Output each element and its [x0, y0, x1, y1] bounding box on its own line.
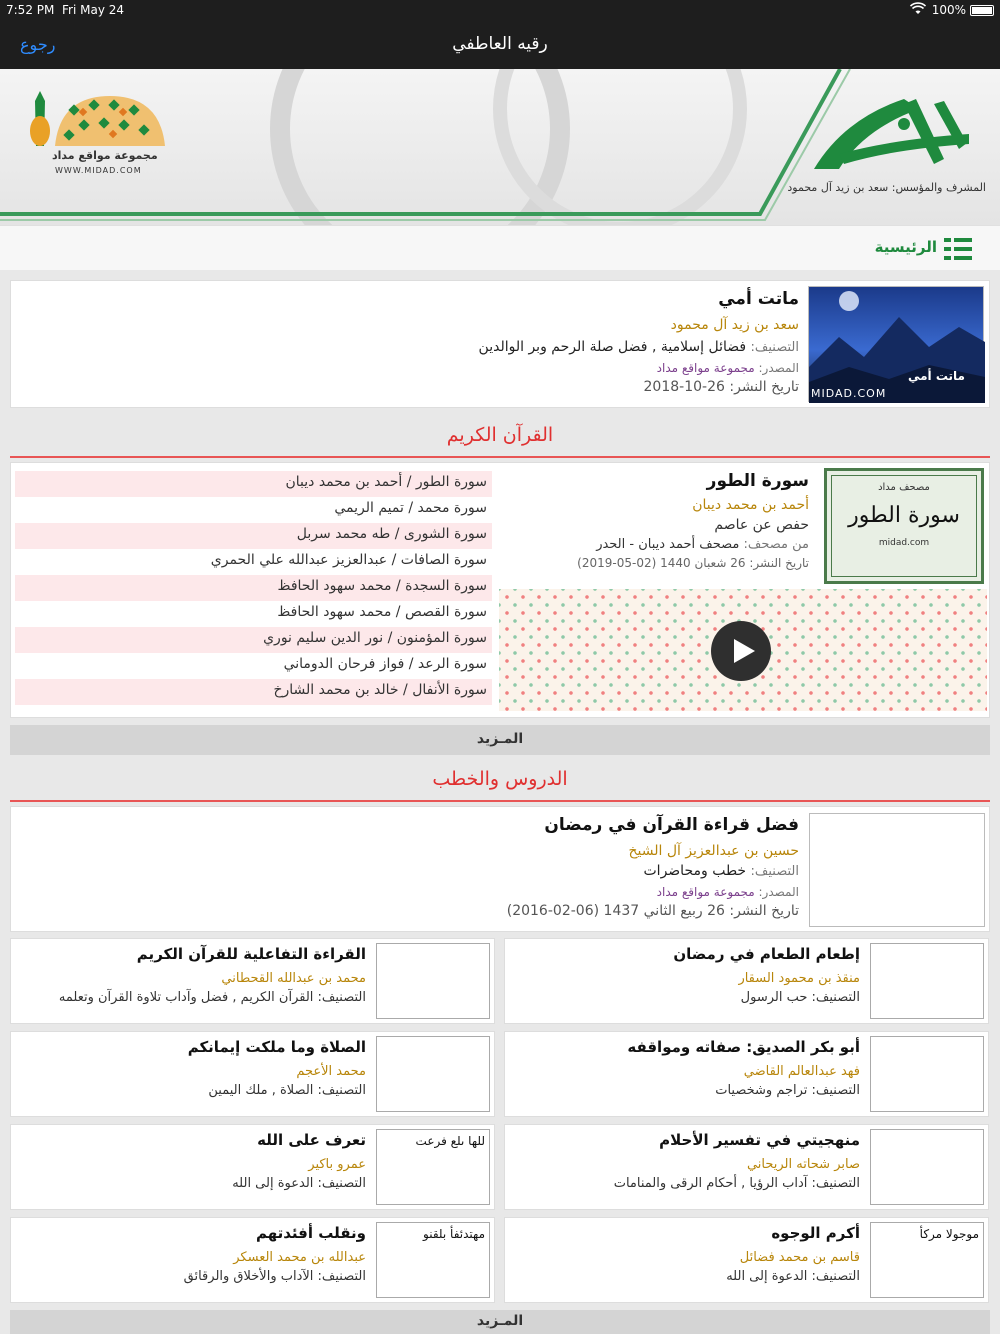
list-item[interactable]: سورة الشورى / طه محمد سربل	[15, 523, 492, 549]
lessons-section-title: الدروس والخطب	[10, 768, 990, 802]
midad-group-logo[interactable]	[20, 91, 170, 181]
lesson-card-thumbnail[interactable]	[870, 943, 984, 1019]
list-item[interactable]: سورة السجدة / محمد سهود الحافظ	[15, 575, 492, 601]
lesson-title[interactable]: فضل قراءة القرآن في رمضان	[544, 815, 799, 835]
lesson-author[interactable]: حسين بن عبدالعزيز آل الشيخ	[628, 843, 799, 859]
group-url: WWW.MIDAD.COM	[55, 166, 142, 175]
founder-text: المشرف والمؤسس: سعد بن زيد آل محمود	[787, 181, 986, 194]
lesson-card-title[interactable]: تعرف على الله	[257, 1131, 366, 1149]
lesson-card-thumbnail[interactable]: موجولا مركأ	[870, 1222, 984, 1298]
list-item[interactable]: سورة القصص / محمد سهود الحافظ	[15, 601, 492, 627]
lesson-source-row	[99, 885, 799, 899]
lesson-card-author[interactable]: عبدالله بن محمد العسكر	[233, 1250, 366, 1265]
lesson-card-thumbnail[interactable]	[376, 1036, 490, 1112]
lesson-card[interactable]	[10, 1124, 495, 1210]
lesson-source[interactable]: مجموعة مواقع مداد	[656, 885, 755, 899]
lesson-card[interactable]	[10, 1031, 495, 1117]
lesson-card[interactable]	[504, 938, 989, 1024]
battery-percent: 100%	[931, 3, 966, 17]
lesson-card-title[interactable]: منهجيتي في تفسير الأحلام	[659, 1131, 860, 1149]
lesson-card-title[interactable]: ونقلب أفئدتهم	[255, 1224, 366, 1242]
status-date: Fri May 24	[62, 3, 125, 17]
featured-category[interactable]: فضائل إسلامية , فضل صلة الرحم وبر الوالدين	[478, 339, 747, 355]
quran-title[interactable]: سورة الطور	[706, 471, 809, 491]
lesson-thumbnail[interactable]	[809, 813, 985, 927]
lesson-card-thumbnail[interactable]	[870, 1036, 984, 1112]
featured-thumbnail[interactable]	[808, 286, 984, 402]
quran-panel	[10, 462, 990, 718]
recent-recitations-list	[15, 471, 492, 705]
lesson-card-category[interactable]: التصنيف: تراجم وشخصيات	[715, 1083, 860, 1098]
lesson-card[interactable]	[10, 938, 495, 1024]
site-header	[0, 69, 1000, 225]
list-item[interactable]: سورة الصافات / عبدالعزيز عبدالله علي الحمري	[15, 549, 492, 575]
lesson-card-category[interactable]: التصنيف: آداب الرؤيا , أحكام الرقى والمنامات	[613, 1176, 860, 1191]
battery-icon	[970, 5, 994, 16]
lesson-card-title[interactable]: إطعام الطعام في رمضان	[673, 945, 860, 963]
lesson-card-title[interactable]: القراءة التفاعلية للقرآن الكريم	[136, 945, 366, 963]
featured-thumb-caption: ماتت أمي	[907, 369, 965, 383]
date-label: تاريخ النشر:	[729, 379, 799, 395]
list-item[interactable]: سورة الطور / أحمد بن محمد ديبان	[15, 471, 492, 497]
source-label: المصدر:	[758, 361, 799, 375]
lesson-card[interactable]	[10, 1217, 495, 1303]
lesson-featured[interactable]	[10, 806, 990, 932]
list-item[interactable]: سورة محمد / تميم الريمي	[15, 497, 492, 523]
lesson-source-label: المصدر:	[758, 885, 799, 899]
quran-riwaya: حفص عن عاصم	[714, 517, 809, 533]
lesson-card-category[interactable]: التصنيف: الدعوة إلى الله	[232, 1176, 366, 1191]
lesson-card-author[interactable]: عمرو باكير	[308, 1157, 366, 1172]
status-bar	[0, 0, 1000, 20]
lesson-card-thumbnail[interactable]: مهتدئفأ بلقنو	[376, 1222, 490, 1298]
navigation-bar	[0, 20, 1000, 69]
home-menu-label[interactable]: الرئيسية	[874, 238, 937, 256]
lesson-card-author[interactable]: محمد بن عبدالله القحطاني	[221, 971, 366, 986]
lesson-category[interactable]: خطب ومحاضرات	[643, 863, 747, 879]
lesson-card-author[interactable]: صابر شحاته الريحاني	[746, 1157, 860, 1172]
wifi-icon	[910, 2, 926, 19]
featured-title[interactable]: ماتت أمي	[718, 289, 799, 309]
audio-player[interactable]	[499, 589, 987, 711]
lesson-date: 26 ربيع الثاني 1437 (06-02-2016)	[506, 903, 725, 919]
list-item[interactable]: سورة المؤمنون / نور الدين سليم نوري	[15, 627, 492, 653]
menu-icon[interactable]	[944, 237, 972, 261]
lesson-card-category[interactable]: التصنيف: الآداب والأخلاق والرقائق	[183, 1269, 366, 1284]
lesson-card-category[interactable]: التصنيف: حب الرسول	[740, 990, 860, 1005]
quran-thumb-bottom: midad.com	[878, 538, 930, 548]
quran-section-title: القرآن الكريم	[10, 424, 990, 458]
quran-thumbnail[interactable]	[824, 468, 984, 584]
featured-source-row	[99, 361, 799, 375]
menu-bar	[0, 225, 1000, 270]
quran-thumb-main: سورة الطور	[848, 503, 960, 528]
mushaf-label: من مصحف:	[743, 537, 809, 552]
lesson-category-row	[99, 863, 799, 879]
quran-mushaf[interactable]: مصحف أحمد ديبان - الحدر	[596, 537, 740, 552]
lesson-card-author[interactable]: قاسم بن محمد فضائل	[739, 1250, 860, 1265]
midad-logo[interactable]	[784, 79, 984, 189]
lesson-card[interactable]	[504, 1031, 989, 1117]
lesson-card-author[interactable]: منقذ بن محمود السقار	[738, 971, 860, 986]
featured-date: 26-10-2018	[643, 379, 725, 395]
lesson-card-title[interactable]: أبو بكر الصديق: صفاته ومواقفه	[627, 1038, 860, 1056]
lesson-card-category[interactable]: التصنيف: القرآن الكريم , فضل وآداب تلاوة القرآن وتعلمه	[58, 990, 366, 1005]
featured-author[interactable]: سعد بن زيد آل محمود	[670, 317, 799, 333]
lesson-card-title[interactable]: أكرم الوجوه	[771, 1224, 860, 1242]
list-item[interactable]: سورة الرعد / فواز فرحان الدوماني	[15, 653, 492, 679]
category-label: التصنيف:	[750, 340, 799, 355]
quran-reciter[interactable]: أحمد بن محمد ديبان	[692, 497, 809, 513]
featured-date-row	[99, 379, 799, 395]
lesson-card[interactable]	[504, 1217, 989, 1303]
quran-date-label: تاريخ النشر:	[749, 556, 809, 570]
lesson-date-row	[99, 903, 799, 919]
back-button[interactable]: رجوع	[20, 35, 56, 54]
list-item[interactable]: سورة الأنفال / خالد بن محمد الشارخ	[15, 679, 492, 705]
lesson-card-category[interactable]: التصنيف: الصلاة , ملك اليمين	[208, 1083, 366, 1098]
lesson-card-thumbnail[interactable]: للها ىلع فرعت	[376, 1129, 490, 1205]
page-title: رقيه العاطفي	[452, 34, 548, 54]
lessons-more-button[interactable]: المـزيد	[10, 1310, 990, 1334]
quran-date-row	[499, 556, 809, 570]
quran-mushaf-row	[499, 537, 809, 552]
lesson-card-thumbnail[interactable]	[376, 943, 490, 1019]
featured-article[interactable]	[10, 280, 990, 408]
group-caption: مجموعة مواقع مداد	[52, 149, 158, 162]
lesson-card-category[interactable]: التصنيف: الدعوة إلى الله	[726, 1269, 860, 1284]
quran-more-button[interactable]: المـزيد	[10, 725, 990, 755]
lesson-card-title[interactable]: الصلاة وما ملكت إيمانكم	[187, 1038, 366, 1056]
play-icon[interactable]	[709, 619, 773, 683]
quran-date: 26 شعبان 1440 (02-05-2019)	[577, 556, 746, 570]
lesson-date-label: تاريخ النشر:	[729, 903, 799, 919]
lesson-card-thumbnail[interactable]	[870, 1129, 984, 1205]
lesson-category-label: التصنيف:	[750, 864, 799, 879]
lesson-card-author[interactable]: محمد الأعجم	[296, 1064, 366, 1079]
featured-thumb-watermark: MIDAD.COM	[811, 387, 887, 400]
status-time: 7:52 PM	[6, 3, 55, 17]
featured-category-row	[99, 339, 799, 355]
lesson-card[interactable]	[504, 1124, 989, 1210]
featured-source[interactable]: مجموعة مواقع مداد	[656, 361, 755, 375]
lesson-card-author[interactable]: فهد عبدالعالم القاضي	[743, 1064, 860, 1079]
quran-thumb-top: مصحف مداد	[878, 482, 930, 493]
